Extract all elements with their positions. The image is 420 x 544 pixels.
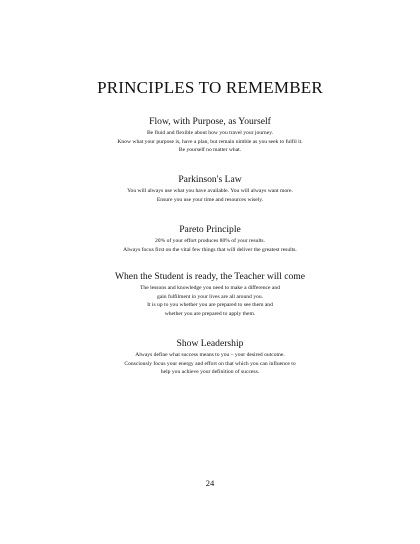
principle-heading: When the Student is ready, the Teacher will come <box>114 271 306 282</box>
principle-heading: Flow, with Purpose, as Yourself <box>149 116 271 127</box>
principle-heading: Pareto Principle <box>179 224 241 235</box>
principle-student-teacher <box>0 271 420 318</box>
principle-line: gain fulfilment in your lives are all around you. <box>156 293 264 300</box>
principle-line: The lessons and knowledge you need to make a difference and <box>139 285 280 291</box>
principle-line: 20% of your effort produces 80% of your results. <box>154 238 266 244</box>
page-number: 24 <box>205 478 215 488</box>
principle-pareto <box>0 224 420 254</box>
principle-line: Be fluid and flexible about how you travel your journey. <box>146 130 274 136</box>
principle-line: Be yourself no matter what. <box>178 147 242 154</box>
principle-line: help you achieve your definition of success. <box>160 369 260 376</box>
principle-heading: Parkinson's Law <box>178 174 242 185</box>
principle-line: Know what your purpose is, have a plan, but remain nimble as you seek to fulfil it. <box>117 138 303 145</box>
principle-heading: Show Leadership <box>176 338 244 349</box>
principle-line: whether you are prepared to apply them. <box>164 310 256 317</box>
principle-show-leadership <box>0 338 420 377</box>
principle-line: You will always use what you have available. You will always want more. <box>127 188 293 194</box>
principle-line: Always focus first on the vital few things that will deliver the greatest results. <box>123 246 297 253</box>
principle-flow <box>0 116 420 155</box>
page-title: PRINCIPLES TO REMEMBER <box>97 78 323 97</box>
principle-parkinsons-law <box>0 174 420 204</box>
principle-line: Consciously focus your energy and effort on that which you can influence to <box>124 360 296 367</box>
principle-line: Always define what success means to you – your desired outcome. <box>135 352 285 358</box>
principle-line: It is up to you whether you are prepared to see them and <box>147 302 273 309</box>
principle-line: Ensure you use your time and resources wisely. <box>156 196 264 203</box>
